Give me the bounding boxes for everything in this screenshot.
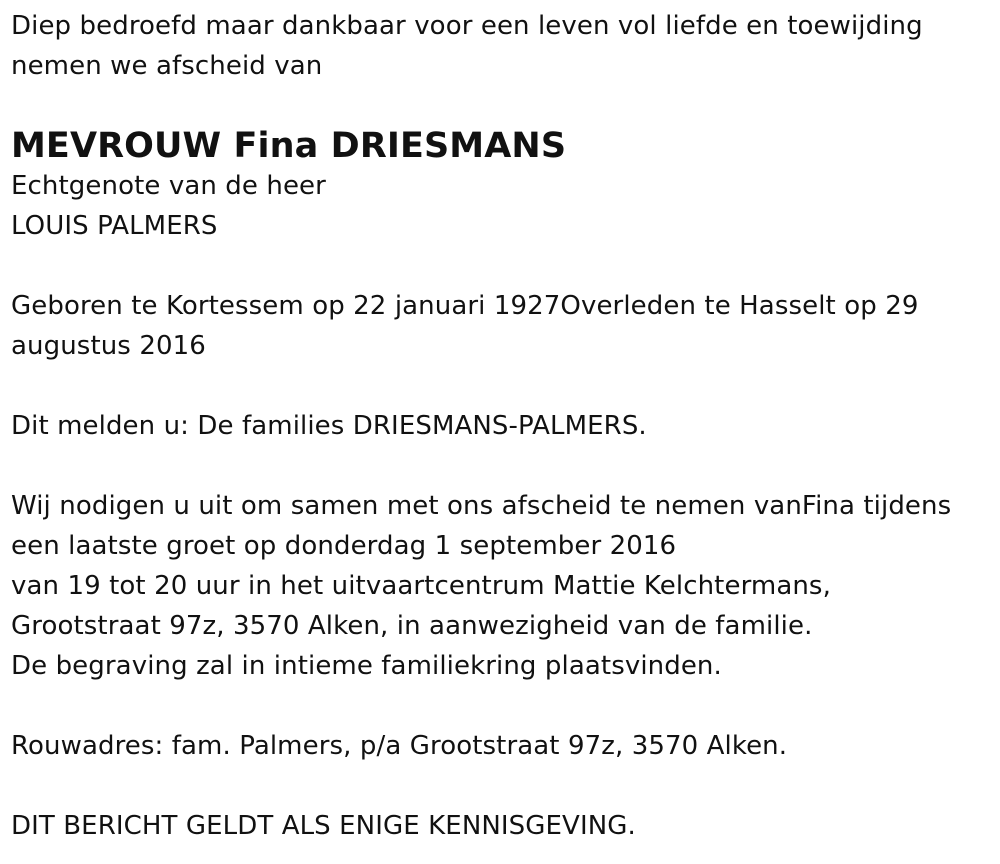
invitation-line-5: De begraving zal in intieme familiekring plaatsvinden. <box>11 651 722 681</box>
spacer <box>11 446 991 486</box>
invitation-line-2: een laatste groet op donderdag 1 september 2016 <box>11 531 677 561</box>
spacer <box>11 766 991 806</box>
spacer <box>11 366 991 406</box>
deceased-name: MEVROUW Fina DRIESMANS <box>11 126 567 166</box>
spouse-name: LOUIS PALMERS <box>11 211 218 241</box>
invitation-line-4: Grootstraat 97z, 3570 Alken, in aanwezigheid van de familie. <box>11 611 813 641</box>
spacer <box>11 246 991 286</box>
obituary-notice <box>11 6 991 846</box>
announcers-text: Dit melden u: De families DRIESMANS-PALMERS. <box>11 411 647 441</box>
mourning-address: Rouwadres: fam. Palmers, p/a Grootstraat 97z, 3570 Alken. <box>11 731 788 761</box>
intro-line-2: nemen we afscheid van <box>11 51 323 81</box>
invitation-line-1: Wij nodigen u uit om samen met ons afscheid te nemen vanFina tijdens <box>11 491 952 521</box>
spacer <box>11 86 991 126</box>
dates-line-1: Geboren te Kortessem op 22 januari 1927Overleden te Hasselt op 29 <box>11 291 919 321</box>
invitation-line-3: van 19 tot 20 uur in het uitvaartcentrum Mattie Kelchtermans, <box>11 571 831 601</box>
closing-notice: DIT BERICHT GELDT ALS ENIGE KENNISGEVING. <box>11 811 636 841</box>
spacer <box>11 686 991 726</box>
intro-line-1: Diep bedroefd maar dankbaar voor een leven vol liefde en toewijding <box>11 11 923 41</box>
relation-text: Echtgenote van de heer <box>11 171 326 201</box>
dates-line-2: augustus 2016 <box>11 331 206 361</box>
